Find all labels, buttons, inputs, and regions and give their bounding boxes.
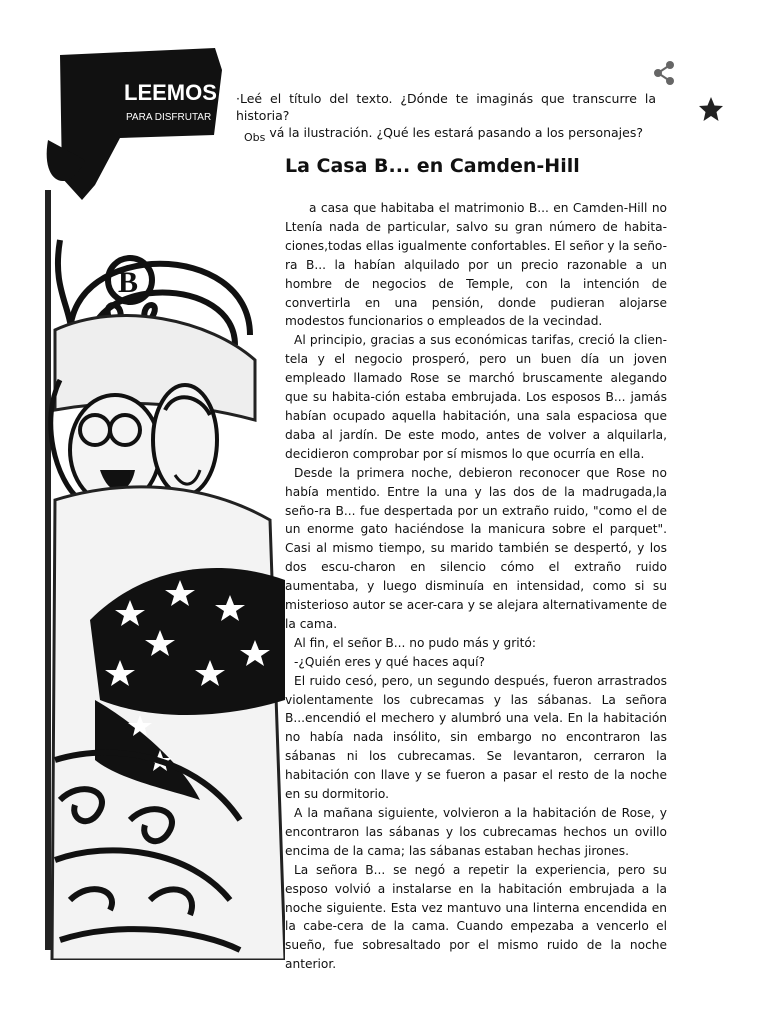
svg-text:B: B [118, 266, 139, 299]
article-title: La Casa B... en Camden-Hill [285, 155, 580, 177]
instruction-line-2 [236, 124, 656, 142]
paragraph: -¿Quién eres y qué haces aquí? [294, 654, 485, 669]
paragraph: a casa que habitaba el matrimonio B... en Camden-Hill no Ltenía nada de particular, salvo su gran número de habita-ciones,todas ellas igualmente confortables. El señor y la seño-ra B... la habían alquilado por un precio razonable a un hombre de negocios de Temple, con la intención de convertirla en una pensión, donde pudieran alojarse modestos funcionarios o empleados de la vecindad. [285, 201, 667, 329]
banner-title: LEEMOS [124, 80, 217, 105]
instruction-line-1: ·Leé el título del texto. ¿Dónde te imaginás que transcurre la historia? [236, 91, 656, 123]
paragraph: A la mañana siguiente, volvieron a la habitación de Rose, y encontraron las sábanas y los cubrecamas hechos un ovillo encima de la cama; las sábanas estaban hechas jirones. [285, 806, 667, 858]
star-icon[interactable] [698, 96, 724, 122]
paragraph: El ruido cesó, pero, un segundo después, fueron arrastrados violentamente los cubrecamas y las sábanas. La señora B...encendió el mechero y alumbró una vela. En la habitación no había nada insólito, sin embargo no encontraron las sábanas ni los cubrecamas. Se levantaron, cerraron la habitación con llave y se fueron a pasar el resto de la noche en su dormitorio. [285, 673, 667, 802]
paragraph: La señora B... se negó a repetir la experiencia, pero su esposo volvió a instalarse en la habitación embrujada a la noche siguiente. Esta vez mantuvo una linterna encendida en la cabe-cera de la cama. Cuando empezaba a vencerlo el sueño, fue sobresaltado por el mismo ruido de la noche anterior. [285, 862, 667, 972]
banner-subtitle: PARA DISFRUTAR [126, 112, 212, 123]
paragraph: Al principio, gracias a sus económicas tarifas, creció la clien-tela y el negocio prosperó, pero un buen día un joven empleado llamado Rose se marchó bruscamente alegando que su habita-ción estaba embrujada. Los esposos B... jamás habían ocupado aquella habitación, una sala espaciosa que daba al jardín. De este modo, antes de volver a alquilarla, decidieron comprobar por sí mismos lo que ocurría en ella. [285, 333, 667, 461]
share-icon[interactable] [652, 60, 676, 86]
bed-illustration [0, 0, 285, 960]
paragraph: Desde la primera noche, debieron reconocer que Rose no había mentido. Entre la una y las dos de la madrugada,la seño-ra B... fue despertada por un extraño ruido, "como el de un enorme gato haciéndose la manicura sobre el parquet". Casi al mismo tiempo, su marido también se despertó, y los dos escu-charon en silencio cómo el extraño ruido aumentaba, y luego disminuía en intensidad, como si su misterioso autor se acer-cara y se alejara alternativamente de la cama. [285, 465, 667, 631]
article-body [285, 199, 667, 974]
leemos-banner [47, 48, 222, 200]
instruction-obs: Obs [244, 131, 266, 144]
paragraph: Al fin, el señor B... no pudo más y gritó: [294, 635, 536, 650]
reading-instructions [236, 90, 656, 142]
instruction-line-2-text: vá la ilustración. ¿Qué les estará pasando a los personajes? [269, 125, 643, 140]
